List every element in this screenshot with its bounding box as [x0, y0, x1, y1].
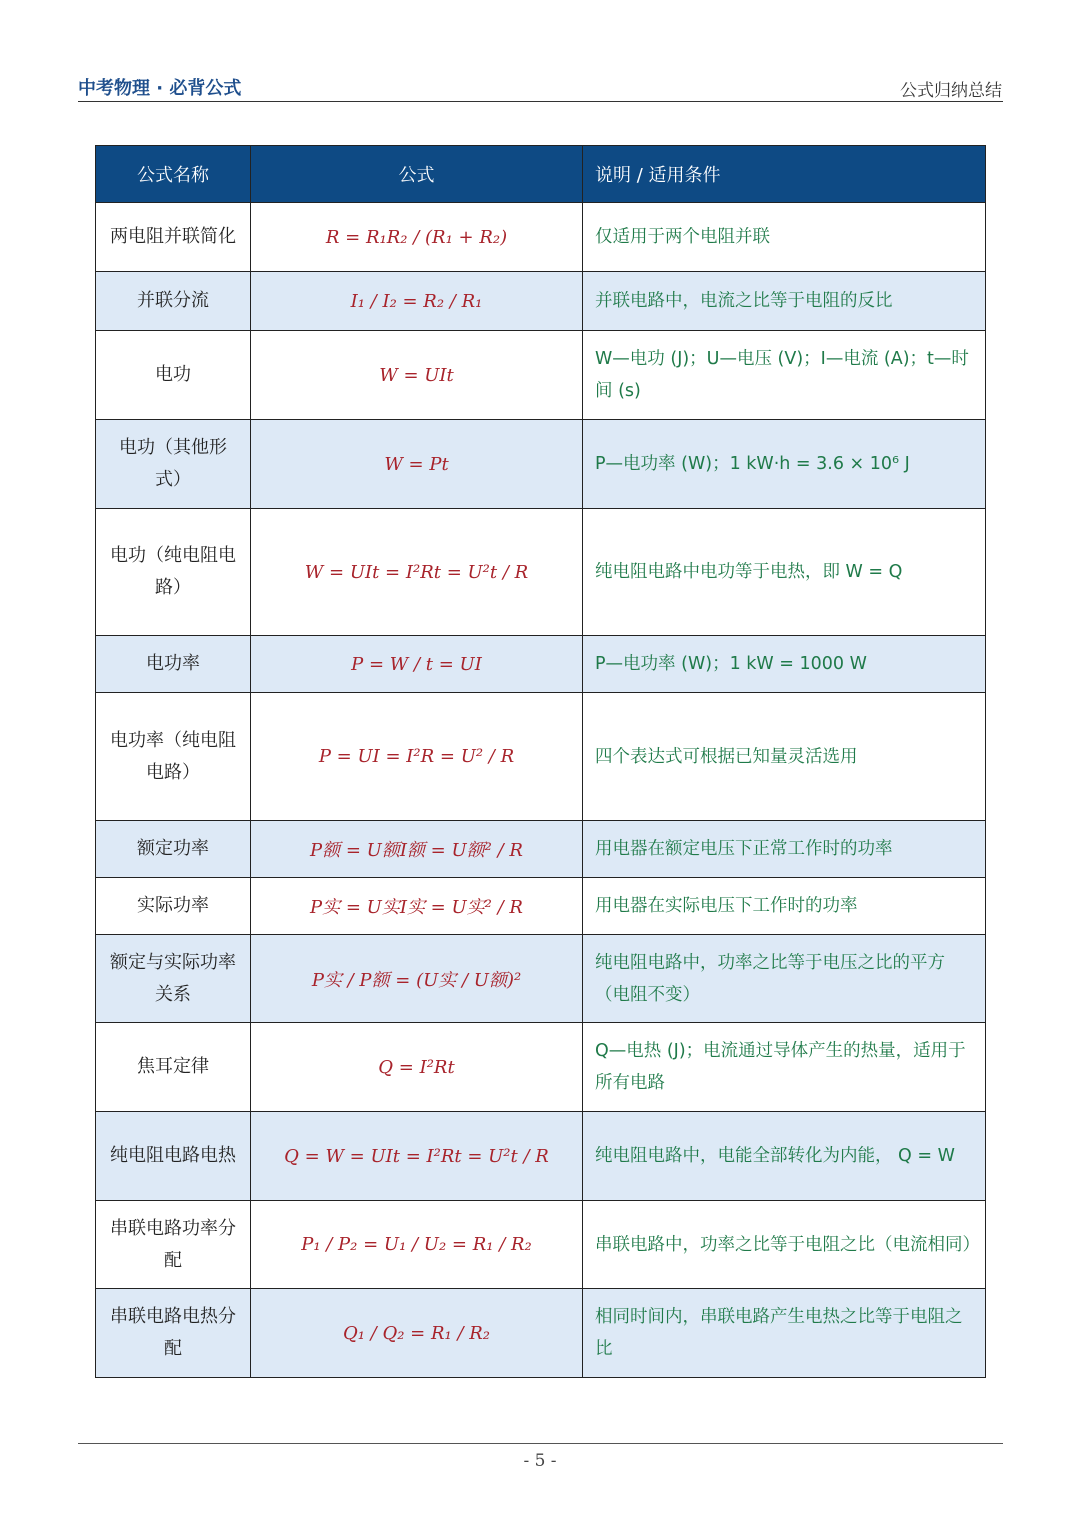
- table-row: [96, 1201, 986, 1289]
- formula-expression: P额 = U额I额 = U额² / R: [251, 821, 583, 878]
- formula-name: 电功: [96, 331, 251, 420]
- formula-expression: P实 = U实I实 = U实² / R: [251, 878, 583, 935]
- formula-expression: W = UIt: [251, 331, 583, 420]
- formula-expression: P = UI = I²R = U² / R: [251, 693, 583, 821]
- table-header-row: [96, 146, 986, 203]
- formula-note: 纯电阻电路中，电能全部转化为内能， Q = W: [583, 1112, 986, 1201]
- table-row: [96, 1112, 986, 1201]
- formula-note: 并联电路中，电流之比等于电阻的反比: [583, 272, 986, 331]
- column-header: 公式: [251, 146, 583, 203]
- formula-name: 纯电阻电路电热: [96, 1112, 251, 1201]
- formula-note: 用电器在额定电压下正常工作时的功率: [583, 821, 986, 878]
- table-row: [96, 331, 986, 420]
- formula-expression: P = W / t = UI: [251, 636, 583, 693]
- formula-name: 电功率（纯电阻电路）: [96, 693, 251, 821]
- table-row: [96, 693, 986, 821]
- formula-expression: W = Pt: [251, 420, 583, 509]
- formula-note: 纯电阻电路中电功等于电热，即 W = Q: [583, 509, 986, 636]
- formula-note: P—电功率 (W)；1 kW·h = 3.6 × 10⁶ J: [583, 420, 986, 509]
- table-row: [96, 1289, 986, 1378]
- formula-expression: Q = I²Rt: [251, 1023, 583, 1112]
- formula-name: 额定功率: [96, 821, 251, 878]
- footer-divider: [78, 1443, 1003, 1444]
- formula-note: 仅适用于两个电阻并联: [583, 203, 986, 272]
- page-number: - 5 -: [523, 1451, 557, 1471]
- formula-expression: I₁ / I₂ = R₂ / R₁: [251, 272, 583, 331]
- formula-name: 两电阻并联简化: [96, 203, 251, 272]
- formula-expression: Q = W = UIt = I²Rt = U²t / R: [251, 1112, 583, 1201]
- formula-expression: Q₁ / Q₂ = R₁ / R₂: [251, 1289, 583, 1378]
- formula-note: Q—电热 (J)；电流通过导体产生的热量，适用于所有电路: [583, 1023, 986, 1112]
- formula-name: 焦耳定律: [96, 1023, 251, 1112]
- formula-name: 串联电路功率分配: [96, 1201, 251, 1289]
- formula-note: P—电功率 (W)；1 kW = 1000 W: [583, 636, 986, 693]
- table-row: [96, 509, 986, 636]
- formula-note: 串联电路中，功率之比等于电阻之比（电流相同）: [583, 1201, 986, 1289]
- formula-expression: W = UIt = I²Rt = U²t / R: [251, 509, 583, 636]
- formula-name: 电功率: [96, 636, 251, 693]
- formula-name: 串联电路电热分配: [96, 1289, 251, 1378]
- formula-note: 用电器在实际电压下工作时的功率: [583, 878, 986, 935]
- formula-note: 四个表达式可根据已知量灵活选用: [583, 693, 986, 821]
- formula-expression: R = R₁R₂ / (R₁ + R₂): [251, 203, 583, 272]
- table-row: [96, 272, 986, 331]
- formula-name: 实际功率: [96, 878, 251, 935]
- table-row: [96, 1023, 986, 1112]
- section-title: 公式归纳总结: [900, 81, 1002, 101]
- formula-note: 纯电阻电路中，功率之比等于电压之比的平方（电阻不变）: [583, 935, 986, 1023]
- table-row: [96, 878, 986, 935]
- table-row: [96, 935, 986, 1023]
- formula-expression: P实 / P额 = (U实 / U额)²: [251, 935, 583, 1023]
- formula-expression: P₁ / P₂ = U₁ / U₂ = R₁ / R₂: [251, 1201, 583, 1289]
- formula-name: 额定与实际功率关系: [96, 935, 251, 1023]
- header-divider: [78, 101, 1003, 102]
- table-row: [96, 420, 986, 509]
- document-title: 中考物理 · 必背公式: [78, 78, 242, 99]
- formula-name: 电功（纯电阻电路）: [96, 509, 251, 636]
- formula-name: 电功（其他形式）: [96, 420, 251, 509]
- table-row: [96, 203, 986, 272]
- formula-note: 相同时间内，串联电路产生电热之比等于电阻之比: [583, 1289, 986, 1378]
- column-header: 说明 / 适用条件: [583, 146, 986, 203]
- formula-table: [95, 145, 986, 1378]
- formula-note: W—电功 (J)；U—电压 (V)；I—电流 (A)；t—时间 (s): [583, 331, 986, 420]
- formula-name: 并联分流: [96, 272, 251, 331]
- table-row: [96, 821, 986, 878]
- column-header: 公式名称: [96, 146, 251, 203]
- table-row: [96, 636, 986, 693]
